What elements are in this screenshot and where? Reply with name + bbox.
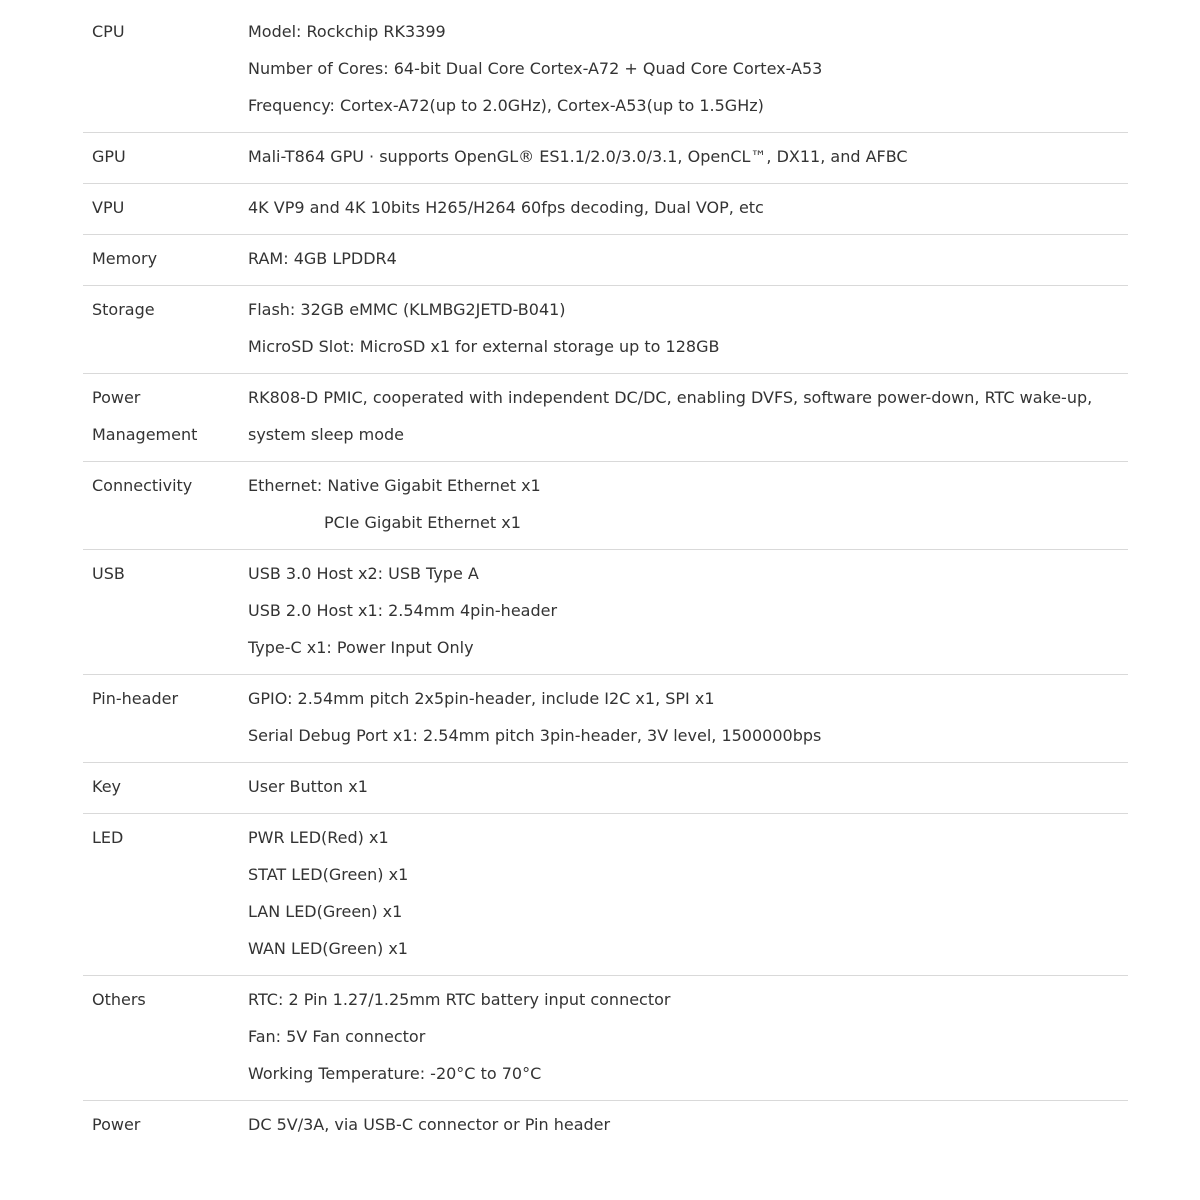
spec-row-connectivity: [83, 462, 1128, 550]
spec-row-vpu: [83, 184, 1128, 235]
spec-value: LAN LED(Green) x1: [248, 902, 403, 921]
spec-values: [248, 768, 1128, 805]
spec-values: [248, 379, 1128, 453]
spec-value: RK808-D PMIC, cooperated with independent DC/DC, enabling DVFS, software power-down, RTC wake-up, system sleep mode: [248, 388, 1093, 444]
spec-row-storage: [83, 286, 1128, 374]
spec-value: PCIe Gigabit Ethernet x1: [324, 513, 521, 532]
spec-value: Model: Rockchip RK3399: [248, 22, 446, 41]
spec-row-power-management: [83, 374, 1128, 462]
spec-value: WAN LED(Green) x1: [248, 939, 408, 958]
spec-value: USB 3.0 Host x2: USB Type A: [248, 564, 479, 583]
spec-label: Power Management: [92, 388, 198, 444]
spec-label: LED: [92, 828, 124, 847]
spec-values: [248, 138, 1128, 175]
spec-values: [248, 291, 1128, 365]
spec-value: RTC: 2 Pin 1.27/1.25mm RTC battery input connector: [248, 990, 671, 1009]
spec-values: [248, 981, 1128, 1092]
spec-values: [248, 1106, 1128, 1143]
spec-value: Serial Debug Port x1: 2.54mm pitch 3pin-header, 3V level, 1500000bps: [248, 726, 822, 745]
spec-value: DC 5V/3A, via USB-C connector or Pin header: [248, 1115, 611, 1134]
spec-value: Flash: 32GB eMMC (KLMBG2JETD-B041): [248, 300, 566, 319]
spec-row-pin-header: [83, 675, 1128, 763]
spec-row-gpu: [83, 133, 1128, 184]
spec-value: Fan: 5V Fan connector: [248, 1027, 426, 1046]
spec-values: [248, 467, 1128, 541]
spec-label: Memory: [92, 249, 158, 268]
spec-row-led: [83, 814, 1128, 976]
spec-label: USB: [92, 564, 125, 583]
spec-label: Others: [92, 990, 146, 1009]
spec-label: Storage: [92, 300, 155, 319]
spec-value: RAM: 4GB LPDDR4: [248, 249, 397, 268]
spec-label: Connectivity: [92, 476, 193, 495]
spec-value: Frequency: Cortex-A72(up to 2.0GHz), Cortex-A53(up to 1.5GHz): [248, 96, 764, 115]
spec-value: Number of Cores: 64-bit Dual Core Cortex-A72 + Quad Core Cortex-A53: [248, 59, 823, 78]
spec-values: [248, 240, 1128, 277]
spec-label: Power: [92, 1115, 141, 1134]
spec-value: Ethernet: Native Gigabit Ethernet x1: [248, 476, 541, 495]
spec-row-usb: [83, 550, 1128, 675]
spec-row-key: [83, 763, 1128, 814]
spec-value: User Button x1: [248, 777, 368, 796]
spec-row-others: [83, 976, 1128, 1101]
spec-value: MicroSD Slot: MicroSD x1 for external storage up to 128GB: [248, 337, 720, 356]
spec-label: CPU: [92, 22, 125, 41]
spec-value: GPIO: 2.54mm pitch 2x5pin-header, include I2C x1, SPI x1: [248, 689, 715, 708]
spec-value: STAT LED(Green) x1: [248, 865, 409, 884]
spec-row-memory: [83, 235, 1128, 286]
spec-table: [83, 8, 1128, 1151]
spec-values: [248, 189, 1128, 226]
spec-values: [248, 555, 1128, 666]
spec-value: Mali-T864 GPU · supports OpenGL® ES1.1/2.0/3.0/3.1, OpenCL™, DX11, and AFBC: [248, 147, 908, 166]
spec-values: [248, 13, 1128, 124]
spec-value: Type-C x1: Power Input Only: [248, 638, 474, 657]
spec-value: USB 2.0 Host x1: 2.54mm 4pin-header: [248, 601, 558, 620]
spec-value: Working Temperature: -20°C to 70°C: [248, 1064, 542, 1083]
spec-label: VPU: [92, 198, 125, 217]
spec-label: Pin-header: [92, 689, 179, 708]
spec-value: PWR LED(Red) x1: [248, 828, 389, 847]
spec-values: [248, 819, 1128, 967]
spec-row-power: [83, 1101, 1128, 1151]
spec-row-cpu: [83, 8, 1128, 133]
spec-value: 4K VP9 and 4K 10bits H265/H264 60fps decoding, Dual VOP, etc: [248, 198, 764, 217]
spec-values: [248, 680, 1128, 754]
spec-label: GPU: [92, 147, 126, 166]
spec-label: Key: [92, 777, 122, 796]
